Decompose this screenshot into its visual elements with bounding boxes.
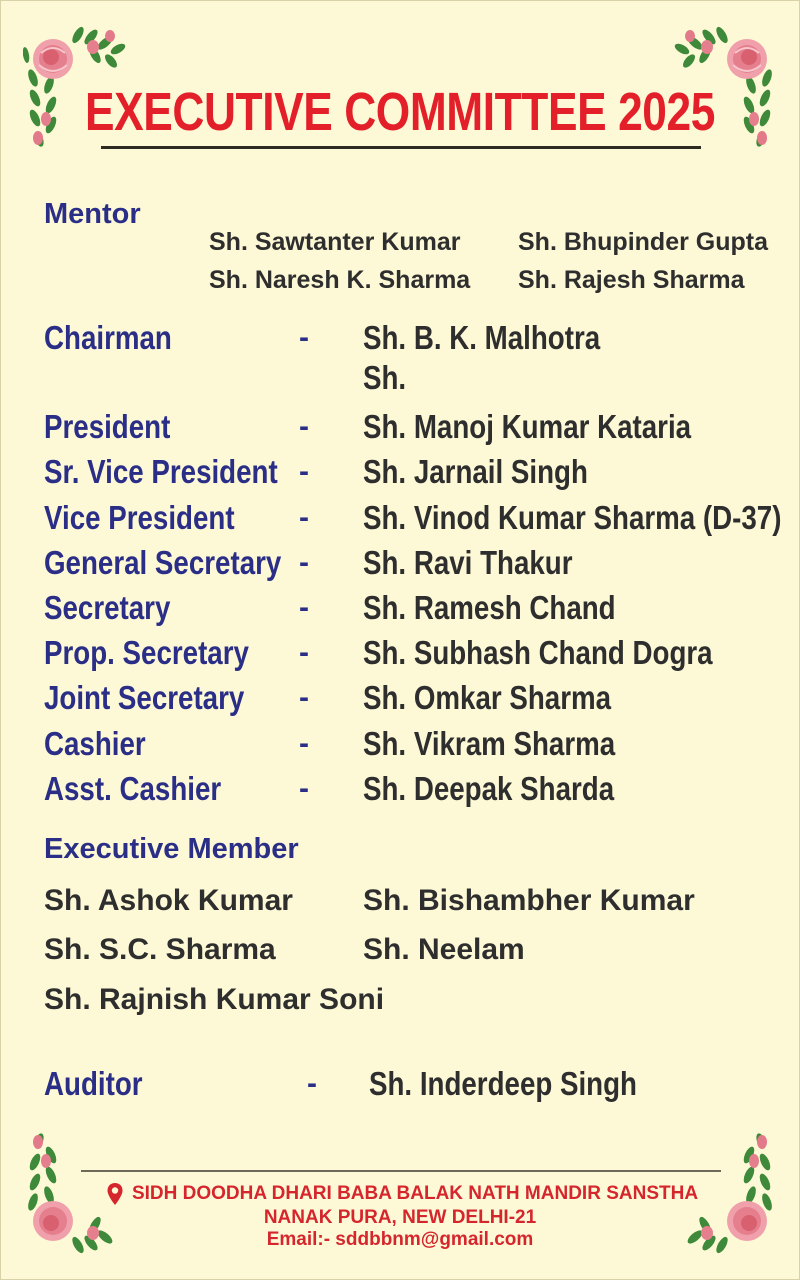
mentor-name: Sh. Rajesh Sharma: [518, 266, 745, 294]
executive-member-name: Sh. Neelam: [363, 933, 525, 966]
role-label: Joint Secretary: [44, 679, 245, 716]
separator: -: [299, 681, 309, 714]
role-label: Cashier: [44, 725, 146, 762]
role-name: Sh. Deepak Sharda: [363, 770, 615, 807]
title-underline: [101, 146, 701, 149]
auditor-name: Sh. Inderdeep Singh: [369, 1065, 637, 1102]
mentor-name: Sh. Naresh K. Sharma: [209, 266, 471, 294]
separator: -: [307, 1067, 317, 1100]
role-name: Sh. Omkar Sharma: [363, 679, 612, 716]
mentor-label: Mentor: [44, 198, 141, 230]
executive-member-name: Sh. Rajnish Kumar Soni: [44, 983, 385, 1016]
separator: -: [299, 772, 309, 805]
executive-member-name: Sh. S.C. Sharma: [44, 933, 276, 966]
page-title: EXECUTIVE COMMITTEE 2025: [85, 82, 715, 142]
separator: -: [299, 501, 309, 534]
separator: -: [299, 455, 309, 488]
role-name: Sh. Ramesh Chand: [363, 589, 616, 626]
separator: -: [299, 321, 309, 354]
role-name: Sh.: [363, 359, 407, 396]
separator: -: [299, 591, 309, 624]
executive-member-name: Sh. Ashok Kumar: [44, 884, 293, 917]
role-label: Asst. Cashier: [44, 770, 222, 807]
executive-member-label: Executive Member: [44, 833, 299, 865]
role-label: President: [44, 408, 171, 445]
footer-divider: [81, 1170, 721, 1172]
role-name: Sh. Vinod Kumar Sharma (D-37): [363, 499, 782, 536]
role-name: Sh. Ravi Thakur: [363, 544, 573, 581]
role-name: Sh. B. K. Malhotra: [363, 319, 601, 356]
organization-name: SIDH DOODHA DHARI BABA BALAK NATH MANDIR SANSTHA: [131, 1183, 699, 1204]
separator: -: [299, 636, 309, 669]
role-label: Secretary: [44, 589, 171, 626]
role-label: Chairman: [44, 319, 172, 356]
organization-email[interactable]: Email:- sddbbnm@gmail.com: [266, 1229, 534, 1250]
role-label: Vice President: [44, 499, 235, 536]
role-name: Sh. Manoj Kumar Kataria: [363, 408, 692, 445]
executive-member-name: Sh. Bishambher Kumar: [363, 884, 695, 917]
separator: -: [299, 410, 309, 443]
mentor-name: Sh. Sawtanter Kumar: [209, 228, 461, 256]
role-label: General Secretary: [44, 544, 282, 581]
role-name: Sh. Subhash Chand Dogra: [363, 634, 713, 671]
organization-address: NANAK PURA, NEW DELHI-21: [263, 1207, 537, 1228]
separator: -: [299, 546, 309, 579]
role-name: Sh. Jarnail Singh: [363, 453, 588, 490]
role-name: Sh. Vikram Sharma: [363, 725, 616, 762]
role-label: Sr. Vice President: [44, 453, 278, 490]
role-label: Prop. Secretary: [44, 634, 249, 671]
separator: -: [299, 727, 309, 760]
mentor-name: Sh. Bhupinder Gupta: [518, 228, 768, 256]
auditor-label: Auditor: [44, 1065, 143, 1102]
